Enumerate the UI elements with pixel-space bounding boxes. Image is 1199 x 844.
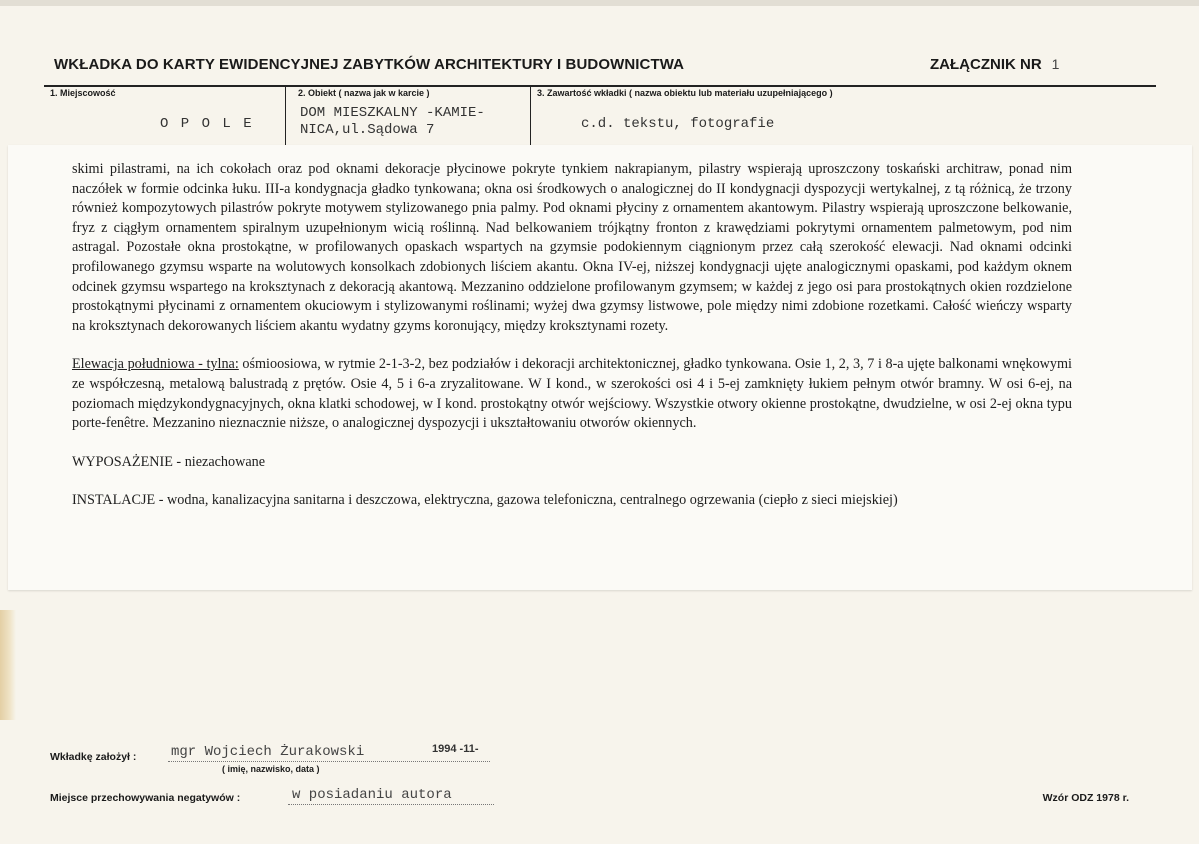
created-by-line <box>168 761 490 762</box>
object-value-line1: DOM MIESZKALNY -KAMIE- <box>300 105 485 121</box>
form-pattern: Wzór ODZ 1978 r. <box>1042 792 1129 804</box>
annex-heading <box>930 56 1059 73</box>
negatives-value: w posiadaniu autora <box>292 787 452 803</box>
created-by-label: Wkładkę założył : <box>50 751 137 763</box>
paper-stain <box>0 610 16 720</box>
created-date: 1994 -11- <box>432 743 479 755</box>
header-rule <box>44 85 1156 87</box>
negatives-line <box>288 804 494 805</box>
form-title: WKŁADKA DO KARTY EWIDENCYJNEJ ZABYTKÓW ARCHITEKTURY I BUDOWNICTWA <box>54 56 685 73</box>
content-value: c.d. tekstu, fotografie <box>581 116 775 132</box>
object-label: 2. Obiekt ( nazwa jak w karcie ) <box>298 88 430 98</box>
object-value-line2: NICA,ul.Sądowa 7 <box>300 122 435 138</box>
created-by-hint: ( imię, nazwisko, data ) <box>222 764 320 774</box>
content-label: 3. Zawartość wkładki ( nazwa obiektu lub materiału uzupełniającego ) <box>537 88 833 98</box>
field-divider-2 <box>530 87 531 145</box>
field-divider-1 <box>285 87 286 145</box>
south-elevation-heading: Elewacja południowa - tylna: <box>72 356 239 373</box>
annex-number: 1 <box>1051 56 1060 72</box>
installations-paragraph: INSTALACJE - wodna, kanalizacyjna sanitarna i deszczowa, elektryczna, gazowa telefoniczna, centralnego ogrzewania (ciepło z sieci miejskiej) <box>72 492 898 509</box>
south-elevation-text: ośmioosiowa, w rytmie 2-1-3-2, bez podziałów i dekoracji architektonicznej, gładko tynkowana. Osie 1, 2, 3, 7 i 8-a ujęte balkonami wnękowymi ze współczesną, metalową balustradą z prętów. Osie 4, 5 i 6-a zryzalitowane. W I kond., w szerokości osi 4 i 5-ej zamknięty łukiem pełnym otwór bramny. W osi 6-ej, na poziomach międzykondygnacyjnych, okna klatki schodowej, w I kond. prostokątny otwór wejściowy. Wszystkie otwory okienne prostokątne, dwudzielne, w osi 2-ej okna typu porte-fenêtre. Mezzanino nieznacznie niższe, o analogicznej dyspozycji i ukształtowaniu otworów okiennych. <box>72 356 1072 432</box>
equipment-paragraph: WYPOSAŻENIE - niezachowane <box>72 453 266 470</box>
created-by-value: mgr Wojciech Żurakowski <box>171 744 365 760</box>
sheet-top-edge <box>0 0 1199 6</box>
locality-label: 1. Miejscowość <box>50 88 116 98</box>
description-paragraph: skimi pilastrami, na ich cokołach oraz pod oknami dekoracje płycinowe pokryte tynkiem nakrapianym, pilastry wspierają uproszczony toskański architraw, ponad nim naczółek w formie odcinka łuku. III-a kondygnacja gładko tynkowana; okna osi środkowych o analogicznej do II kondygnacji dyspozycji wertykalnej, z tą różnicą, że trzony również kompozytowych pilastrów pokryte motywem stylizowanego pnia palmy. Pod oknami płyciny z ornamentem akantowym. Pilastry wspierają uproszczone belkowanie, fryz z ciągłym ornamentem spiralnym uzupełnionym wicią roślinną. Nad belkowaniem trójkątny fronton z krawędziami pokrytymi ornamentem palmetowym, pod nim astragal. Pozostałe okna prostokątne, w profilowanych opaskach wspartych na gzymsie podokiennym ciągnionym przez całą szerokość elewacji. Nad oknami odcinki profilowanego gzymsu wsparte na wolutowych konsolkach zdobionych liściem akantu. Okna IV-ej, niższej kondygnacji ujęte analogicznymi opaskami, pod każdym oknem odcinek gzymsu wspartego na kroksztynach z dekoracją akantową. Mezzanino oddzielone profilowanym gzymsem; w każdej z jego osi para prostokątnych okien rozdzielone prostokątnymi płycinami z ornamentem okuciowym i stylizowanymi roślinami; wyżej dwa gzymsy listwowe, pole między nimi zdobione rozetkami. Całość wieńczy wsparty na kroksztynach dekorowanych liściem akantu wydatny gzyms koronujący, między kroksztynami rozety. <box>72 161 1072 334</box>
annex-label: ZAŁĄCZNIK NR <box>930 56 1042 73</box>
locality-value: O P O L E <box>160 116 254 132</box>
description-body <box>72 160 1072 511</box>
negatives-label: Miejsce przechowywania negatywów : <box>50 792 241 804</box>
south-elevation-paragraph <box>72 355 1072 433</box>
